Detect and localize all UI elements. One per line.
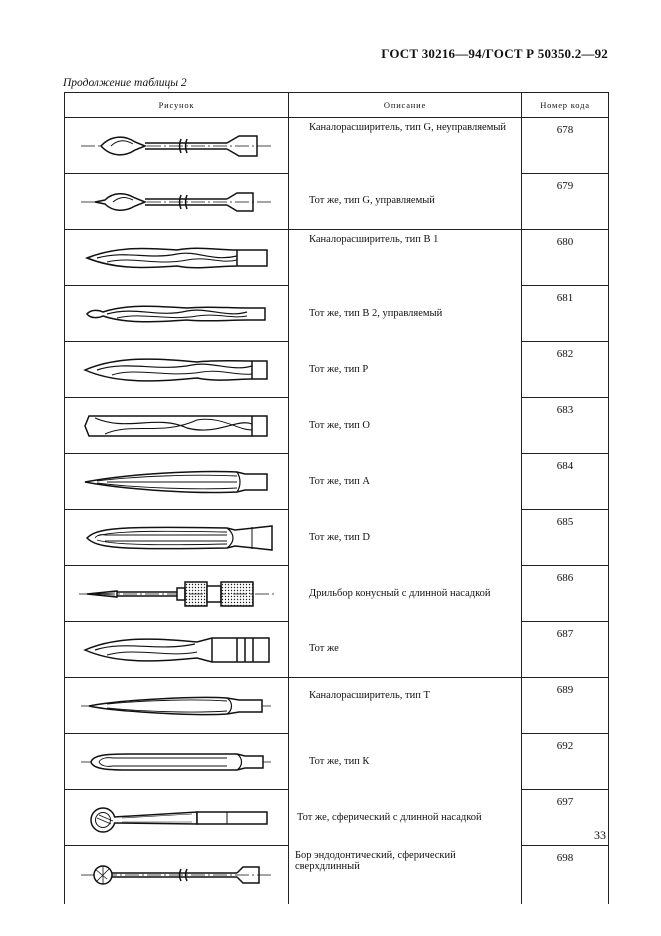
figure-cell [65,230,289,286]
figure-cell [65,174,289,230]
figure-cell [65,678,289,734]
column-header-description: Описание [289,93,522,118]
document-header: ГОСТ 30216—94/ГОСТ Р 50350.2—92 [381,46,608,61]
table-row [65,342,609,398]
code-cell: 686 [522,566,609,622]
description-cell: Тот же, тип К [289,734,522,790]
table-row [65,454,609,510]
description-cell: Тот же, тип А [289,454,522,510]
description-cell: Тот же, тип О [289,398,522,454]
table-row [65,566,609,622]
code-cell: 682 [522,342,609,398]
table-row [65,846,609,905]
description-cell [289,678,522,734]
figure-cell [65,286,289,342]
table-row [65,230,609,286]
reamer-k-icon [77,742,277,782]
description-text: Бор эндодонтический, сферический сверхдлинный [295,849,456,873]
description-text: Каналорасширитель, тип В 1 [309,234,439,245]
description-cell: Тот же, тип В 2, управляемый [289,286,522,342]
description-cell: Тот же [289,622,522,678]
gates-glidden-drill-guided-icon [77,182,277,222]
column-header-code: Номер кода [522,93,609,118]
code-cell: 684 [522,454,609,510]
code-cell: 679 [522,174,609,230]
table-header-row [65,93,609,118]
figure-cell [65,790,289,846]
figure-cell [65,846,289,905]
drill-bur-icon [77,630,277,670]
description-text: Каналорасширитель, тип G, неуправляемый [309,122,507,133]
code-cell: 680 [522,230,609,286]
page-number: 33 [594,828,606,842]
table-row [65,678,609,734]
code-cell: 678 [522,118,609,174]
table-row [65,734,609,790]
twist-drill-p-icon [77,350,277,390]
table-caption: Продолжение таблицы 2 [63,77,187,89]
table-row [65,174,609,230]
instrument-table [64,92,609,904]
twist-drill-b2-icon [77,294,277,334]
description-text: Каналорасширитель, тип Т [309,690,430,701]
code-cell: 698 [522,846,609,905]
table-row [65,622,609,678]
figure-cell [65,342,289,398]
twist-drill-b1-icon [77,238,277,278]
reamer-t-icon [77,686,277,726]
table-row [65,510,609,566]
figure-cell [65,398,289,454]
description-cell: Тот же, тип D [289,510,522,566]
fluted-reamer-a-icon [77,462,277,502]
endodontic-spherical-bur-icon [77,855,277,895]
column-header-figure: Рисунок [65,93,289,118]
code-cell: 692 [522,734,609,790]
code-cell: 685 [522,510,609,566]
code-cell: 681 [522,286,609,342]
figure-cell [65,734,289,790]
code-cell: 687 [522,622,609,678]
figure-cell [65,510,289,566]
fluted-reamer-d-icon [77,518,277,558]
description-cell [289,230,522,286]
description-cell [289,118,522,174]
spherical-long-shank-icon [77,798,277,838]
code-cell: 697 [522,790,609,846]
table-row [65,286,609,342]
figure-cell [65,566,289,622]
description-cell: Тот же, тип G, управляемый [289,174,522,230]
description-cell: Дрильбор конусный с длинной насадкой [289,566,522,622]
description-cell [289,846,522,905]
description-cell: Тот же, тип Р [289,342,522,398]
cone-drill-bur-icon [77,574,277,614]
gates-glidden-drill-icon [77,126,277,166]
figure-cell [65,454,289,510]
code-cell: 689 [522,678,609,734]
description-cell: Тот же, сферический с длинной насадкой [289,790,522,846]
figure-cell [65,118,289,174]
table-row [65,118,609,174]
table-row [65,398,609,454]
table-row [65,790,609,846]
twist-drill-o-icon [77,406,277,446]
figure-cell [65,622,289,678]
code-cell: 683 [522,398,609,454]
